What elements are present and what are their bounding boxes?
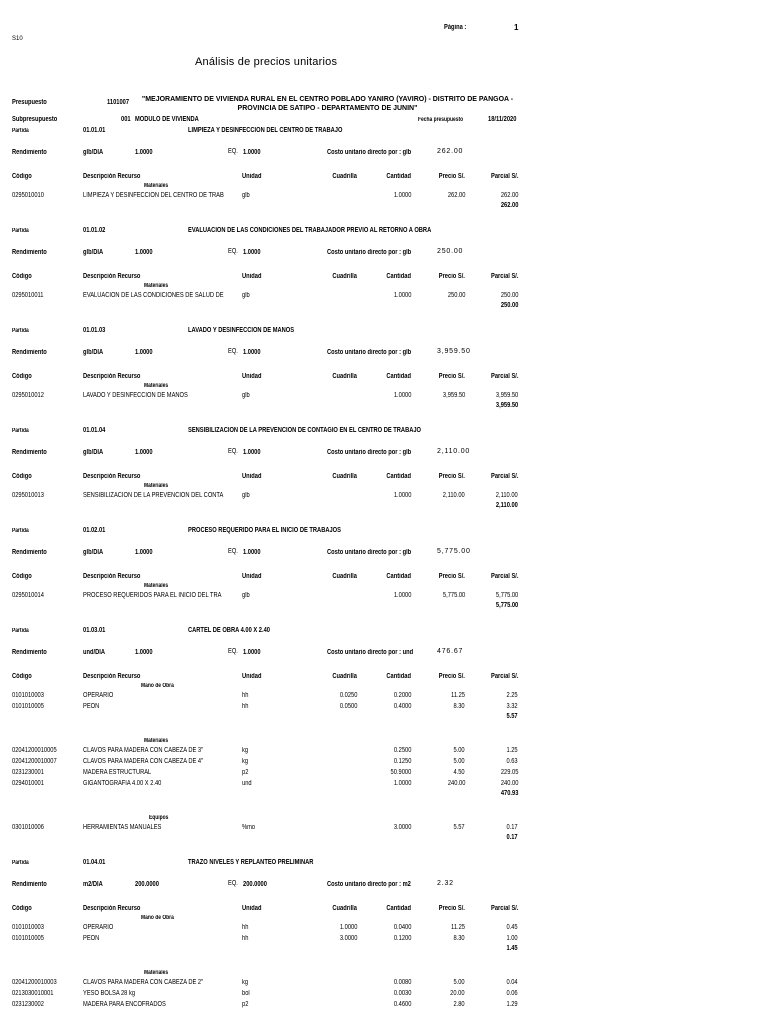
rendimiento-label: Rendimiento (12, 149, 47, 156)
col-cuadrilla: Cuadrilla (332, 173, 357, 180)
page-number: 1 (514, 23, 519, 32)
row-parcial: 0.45 (506, 924, 518, 931)
row-descripcion: SENSIBILIZACION DE LA PREVENCION DEL CONTA (83, 492, 224, 499)
partida-number: 01.02.01 (83, 527, 106, 534)
row-codigo: 0101010003 (12, 692, 44, 699)
group-label: Materiales (144, 738, 169, 744)
col-parcial: Parcial S/. (490, 673, 518, 680)
row-unidad: %mo (242, 824, 256, 831)
row-precio: 262.00 (447, 192, 465, 199)
eq-label: EQ. (228, 548, 238, 555)
col-codigo: Código (12, 473, 32, 480)
partida-number: 01.03.01 (83, 627, 106, 634)
col-precio: Precio S/. (438, 673, 465, 680)
rendimiento-value: 1.0000 (135, 549, 153, 556)
rendimiento-value: 200.0000 (135, 881, 159, 888)
col-codigo: Código (12, 373, 32, 380)
subpresupuesto-name: MODULO DE VIVIENDA (135, 116, 199, 123)
row-parcial: 240.00 (500, 780, 518, 787)
group-label: Materiales (144, 383, 169, 389)
row-precio: 3,959.50 (442, 392, 465, 399)
col-unidad: Unidad (242, 273, 262, 280)
col-cantidad: Cantidad (386, 673, 411, 680)
group-subtotal: 0.17 (506, 834, 518, 841)
row-parcial: 2.25 (506, 692, 518, 699)
costo-unitario-label: Costo unitario directo por : glb (327, 149, 412, 156)
costo-unitario-value: 3,959.50 (437, 348, 471, 355)
col-precio: Precio S/. (438, 173, 465, 180)
partida-label: Partida (12, 128, 29, 134)
group-subtotal: 250.00 (500, 302, 518, 309)
row-cantidad: 0.4000 (393, 703, 411, 710)
col-cuadrilla: Cuadrilla (332, 673, 357, 680)
rendimiento-label: Rendimiento (12, 649, 47, 656)
partida-number: 01.01.02 (83, 227, 106, 234)
row-descripcion: EVALUACION DE LAS CONDICIONES DE SALUD DE (83, 292, 224, 299)
costo-unitario-label: Costo unitario directo por : glb (327, 349, 412, 356)
eq-label: EQ. (228, 648, 238, 655)
group-label: Materiales (144, 970, 169, 976)
group-subtotal: 5,775.00 (495, 602, 518, 609)
row-cantidad: 0.1250 (393, 758, 411, 765)
row-unidad: kg (242, 979, 249, 986)
row-unidad: kg (242, 758, 249, 765)
row-unidad: hh (242, 935, 249, 942)
partida-name: LIMPIEZA Y DESINFECCION DEL CENTRO DE TRABAJO (188, 127, 343, 134)
partida-label: Partida (12, 228, 29, 234)
col-descripcion: Descripción Recurso (83, 173, 141, 180)
row-codigo: 02041200010003 (12, 979, 57, 986)
eq-label: EQ. (228, 148, 238, 155)
partida-label: Partida (12, 528, 29, 534)
col-precio: Precio S/. (438, 473, 465, 480)
col-codigo: Código (12, 173, 32, 180)
partida-number: 01.01.01 (83, 127, 106, 134)
row-precio: 5.00 (453, 979, 465, 986)
rendimiento-label: Rendimiento (12, 249, 47, 256)
col-descripcion: Descripción Recurso (83, 373, 141, 380)
row-unidad: bol (242, 990, 250, 997)
row-precio: 2.80 (453, 1001, 465, 1008)
col-cantidad: Cantidad (386, 373, 411, 380)
row-parcial: 250.00 (500, 292, 518, 299)
row-precio: 5.57 (453, 824, 465, 831)
costo-unitario-label: Costo unitario directo por : glb (327, 549, 412, 556)
rendimiento-unit: glb/DIA (83, 449, 104, 456)
row-parcial: 1.00 (506, 935, 518, 942)
col-precio: Precio S/. (438, 273, 465, 280)
row-cantidad: 1.0000 (393, 592, 411, 599)
row-codigo: 0295010013 (12, 492, 44, 499)
col-descripcion: Descripción Recurso (83, 473, 141, 480)
row-descripcion: OPERARIO (83, 692, 114, 699)
costo-unitario-label: Costo unitario directo por : m2 (327, 881, 411, 888)
partida-number: 01.01.03 (83, 327, 106, 334)
col-precio: Precio S/. (438, 373, 465, 380)
partida-name: PROCESO REQUERIDO PARA EL INICIO DE TRABAJOS (188, 527, 341, 534)
row-cantidad: 1.0000 (393, 392, 411, 399)
col-unidad: Unidad (242, 905, 262, 912)
row-descripcion: OPERARIO (83, 924, 114, 931)
row-descripcion: LIMPIEZA Y DESINFECCION DEL CENTRO DE TRAB (83, 192, 224, 199)
row-cantidad: 0.2000 (393, 692, 411, 699)
col-codigo: Código (12, 905, 32, 912)
rendimiento-value: 1.0000 (135, 449, 153, 456)
rendimiento-value: 1.0000 (135, 649, 153, 656)
col-cantidad: Cantidad (386, 905, 411, 912)
col-unidad: Unidad (242, 573, 262, 580)
eq-value: 1.0000 (243, 449, 261, 456)
group-label: Equipos (148, 815, 169, 821)
rendimiento-unit: glb/DIA (83, 349, 104, 356)
row-unidad: hh (242, 924, 249, 931)
partida-name: CARTEL DE OBRA 4.00 X 2.40 (188, 627, 270, 634)
eq-value: 200.0000 (243, 881, 267, 888)
row-descripcion: GIGANTOGRAFIA 4.00 X 2.40 (83, 780, 162, 787)
eq-value: 1.0000 (243, 349, 261, 356)
row-unidad: glb (242, 392, 250, 399)
row-unidad: und (242, 780, 252, 787)
row-descripcion: MADERA ESTRUCTURAL (83, 769, 152, 776)
fecha-value: 18/11/2020 (488, 116, 517, 123)
partida-name: TRAZO NIVELES Y REPLANTEO PRELIMINAR (188, 859, 314, 866)
group-label: Mano de Obra (140, 915, 174, 921)
partida-label: Partida (12, 328, 29, 334)
row-codigo: 0101010005 (12, 703, 44, 710)
partida-name: LAVADO Y DESINFECCION DE MANOS (188, 327, 295, 334)
costo-unitario-value: 5,775.00 (437, 548, 471, 555)
row-unidad: kg (242, 747, 249, 754)
row-cuadrilla: 3.0000 (339, 935, 357, 942)
col-precio: Precio S/. (438, 573, 465, 580)
presupuesto-label: Presupuesto (12, 99, 47, 106)
col-descripcion: Descripción Recurso (83, 273, 141, 280)
row-parcial: 3,959.50 (495, 392, 518, 399)
rendimiento-unit: und/DIA (83, 649, 105, 656)
rendimiento-unit: m2/DIA (83, 881, 103, 888)
group-subtotal: 2,110.00 (495, 502, 518, 509)
eq-label: EQ. (228, 348, 238, 355)
col-parcial: Parcial S/. (490, 473, 518, 480)
row-parcial: 1.25 (506, 747, 518, 754)
eq-value: 1.0000 (243, 649, 261, 656)
row-precio: 240.00 (447, 780, 465, 787)
row-codigo: 0295010010 (12, 192, 44, 199)
col-parcial: Parcial S/. (490, 173, 518, 180)
costo-unitario-label: Costo unitario directo por : glb (327, 449, 412, 456)
presupuesto-name: "MEJORAMIENTO DE VIVIENDA RURAL EN EL CENTRO POBLADO YANIRO (YAVIRO) - DISTRITO DE PANGOA - PROVINCIA DE SATIPO - DEPARTAMENTO DE JUNIN" (141, 96, 514, 112)
row-codigo: 0231230001 (12, 769, 44, 776)
partida-name: SENSIBILIZACION DE LA PREVENCION DE CONTAGIO EN EL CENTRO DE TRABAJO (188, 427, 422, 434)
col-unidad: Unidad (242, 373, 262, 380)
row-unidad: glb (242, 592, 250, 599)
costo-unitario-value: 476.67 (437, 648, 464, 655)
page-title: Análisis de precios unitarios (195, 56, 338, 68)
group-label: Materiales (144, 483, 169, 489)
col-cantidad: Cantidad (386, 273, 411, 280)
col-unidad: Unidad (242, 173, 262, 180)
row-cantidad: 0.1200 (393, 935, 411, 942)
costo-unitario-value: 2,110.00 (437, 448, 471, 455)
row-codigo: 0301010006 (12, 824, 44, 831)
col-cantidad: Cantidad (386, 473, 411, 480)
row-precio: 2,110.00 (443, 492, 465, 499)
rendimiento-value: 1.0000 (135, 349, 153, 356)
col-codigo: Código (12, 273, 32, 280)
col-descripcion: Descripción Recurso (83, 673, 141, 680)
row-cantidad: 0.0080 (393, 979, 411, 986)
partida-number: 01.04.01 (83, 859, 106, 866)
fecha-label: Fecha presupuesto (418, 117, 464, 123)
row-codigo: 0213030010001 (12, 990, 54, 997)
row-descripcion: YESO BOLSA 28 kg (83, 990, 136, 997)
col-cuadrilla: Cuadrilla (332, 373, 357, 380)
row-precio: 8.30 (453, 935, 465, 942)
row-parcial: 1.29 (506, 1001, 518, 1008)
row-descripcion: LAVADO Y DESINFECCION DE MANOS (83, 392, 188, 399)
row-unidad: glb (242, 192, 250, 199)
col-codigo: Código (12, 573, 32, 580)
row-cuadrilla: 0.0500 (339, 703, 357, 710)
row-precio: 8.30 (453, 703, 465, 710)
eq-value: 1.0000 (243, 149, 261, 156)
col-parcial: Parcial S/. (490, 273, 518, 280)
rendimiento-unit: glb/DIA (83, 549, 104, 556)
partida-label: Partida (12, 860, 29, 866)
subpresupuesto-code: 001 (121, 116, 131, 123)
col-unidad: Unidad (242, 473, 262, 480)
row-unidad: glb (242, 292, 250, 299)
eq-value: 1.0000 (243, 549, 261, 556)
rendimiento-label: Rendimiento (12, 881, 47, 888)
row-precio: 5.00 (453, 758, 465, 765)
row-parcial: 229.05 (500, 769, 518, 776)
partida-number: 01.01.04 (83, 427, 106, 434)
col-precio: Precio S/. (438, 905, 465, 912)
rendimiento-label: Rendimiento (12, 449, 47, 456)
col-cuadrilla: Cuadrilla (332, 573, 357, 580)
row-descripcion: CLAVOS PARA MADERA CON CABEZA DE 3" (83, 747, 204, 754)
row-unidad: hh (242, 692, 249, 699)
row-descripcion: CLAVOS PARA MADERA CON CABEZA DE 2" (83, 979, 204, 986)
partida-label: Partida (12, 428, 29, 434)
costo-unitario-label: Costo unitario directo por : und (327, 649, 414, 656)
row-cantidad: 3.0000 (393, 824, 411, 831)
row-descripcion: CLAVOS PARA MADERA CON CABEZA DE 4" (83, 758, 204, 765)
row-descripcion: MADERA PARA ENCOFRADOS (83, 1001, 166, 1008)
row-parcial: 0.06 (506, 990, 518, 997)
row-parcial: 262.00 (500, 192, 518, 199)
group-subtotal: 262.00 (500, 202, 518, 209)
costo-unitario-value: 262.00 (437, 148, 464, 155)
row-cantidad: 0.2500 (393, 747, 411, 754)
costo-unitario-value: 250.00 (437, 248, 464, 255)
rendimiento-unit: glb/DIA (83, 149, 104, 156)
row-codigo: 0231230002 (12, 1001, 44, 1008)
costo-unitario-label: Costo unitario directo por : glb (327, 249, 412, 256)
rendimiento-label: Rendimiento (12, 549, 47, 556)
row-precio: 250.00 (447, 292, 465, 299)
row-descripcion: PEON (83, 935, 100, 942)
row-cantidad: 0.4600 (393, 1001, 411, 1008)
row-precio: 11.25 (451, 924, 465, 931)
row-parcial: 0.17 (506, 824, 518, 831)
row-unidad: p2 (242, 769, 249, 776)
rendimiento-value: 1.0000 (135, 149, 153, 156)
row-precio: 5.00 (453, 747, 465, 754)
row-unidad: glb (242, 492, 250, 499)
software-code: S10 (12, 36, 23, 42)
rendimiento-label: Rendimiento (12, 349, 47, 356)
row-cuadrilla: 0.0250 (339, 692, 357, 699)
eq-label: EQ. (228, 248, 238, 255)
col-descripcion: Descripción Recurso (83, 905, 141, 912)
col-unidad: Unidad (242, 673, 262, 680)
col-cuadrilla: Cuadrilla (332, 273, 357, 280)
col-cantidad: Cantidad (386, 573, 411, 580)
page-label: Página : (444, 24, 467, 31)
row-cantidad: 0.0030 (393, 990, 411, 997)
col-cantidad: Cantidad (386, 173, 411, 180)
row-parcial: 2,110.00 (496, 492, 518, 499)
row-cantidad: 50.9000 (390, 769, 411, 776)
group-subtotal: 470.93 (500, 790, 518, 797)
row-precio: 4.50 (453, 769, 465, 776)
eq-label: EQ. (228, 880, 238, 887)
group-subtotal: 3,959.50 (495, 402, 518, 409)
row-codigo: 0294010001 (12, 780, 44, 787)
eq-label: EQ. (228, 448, 238, 455)
row-codigo: 02041200010007 (12, 758, 57, 765)
eq-value: 1.0000 (243, 249, 261, 256)
row-codigo: 02041200010005 (12, 747, 57, 754)
col-cuadrilla: Cuadrilla (332, 905, 357, 912)
subpresupuesto-label: Subpresupuesto (12, 116, 58, 123)
rendimiento-unit: glb/DIA (83, 249, 104, 256)
col-parcial: Parcial S/. (490, 905, 518, 912)
costo-unitario-value: 2.32 (437, 880, 454, 887)
row-cantidad: 1.0000 (393, 492, 411, 499)
row-cuadrilla: 1.0000 (339, 924, 357, 931)
row-codigo: 0101010005 (12, 935, 44, 942)
row-codigo: 0295010014 (12, 592, 44, 599)
col-parcial: Parcial S/. (490, 573, 518, 580)
row-cantidad: 0.0400 (393, 924, 411, 931)
row-parcial: 5,775.00 (495, 592, 518, 599)
group-subtotal: 1.45 (506, 945, 518, 952)
col-parcial: Parcial S/. (490, 373, 518, 380)
row-parcial: 0.04 (506, 979, 518, 986)
row-cantidad: 1.0000 (393, 292, 411, 299)
group-label: Materiales (144, 283, 169, 289)
row-parcial: 0.63 (506, 758, 518, 765)
row-descripcion: PEON (83, 703, 100, 710)
partida-label: Partida (12, 628, 29, 634)
row-cantidad: 1.0000 (393, 780, 411, 787)
group-label: Materiales (144, 583, 169, 589)
row-cantidad: 1.0000 (393, 192, 411, 199)
row-parcial: 3.32 (506, 703, 518, 710)
group-label: Materiales (144, 183, 169, 189)
row-precio: 5,775.00 (442, 592, 465, 599)
group-label: Mano de Obra (140, 683, 174, 689)
col-codigo: Código (12, 673, 32, 680)
row-precio: 20.00 (450, 990, 465, 997)
row-unidad: hh (242, 703, 249, 710)
col-cuadrilla: Cuadrilla (332, 473, 357, 480)
row-precio: 11.25 (451, 692, 465, 699)
partida-name: EVALUACION DE LAS CONDICIONES DEL TRABAJADOR PREVIO AL RETORNO A OBRA (188, 227, 432, 234)
row-codigo: 0295010011 (12, 292, 44, 299)
rendimiento-value: 1.0000 (135, 249, 153, 256)
row-descripcion: PROCESO REQUERIDOS PARA EL INICIO DEL TRA (83, 592, 222, 599)
col-descripcion: Descripción Recurso (83, 573, 141, 580)
row-descripcion: HERRAMIENTAS MANUALES (83, 824, 162, 831)
group-subtotal: 5.57 (506, 713, 518, 720)
row-codigo: 0295010012 (12, 392, 44, 399)
row-unidad: p2 (242, 1001, 249, 1008)
presupuesto-code: 1101007 (107, 99, 130, 106)
row-codigo: 0101010003 (12, 924, 44, 931)
